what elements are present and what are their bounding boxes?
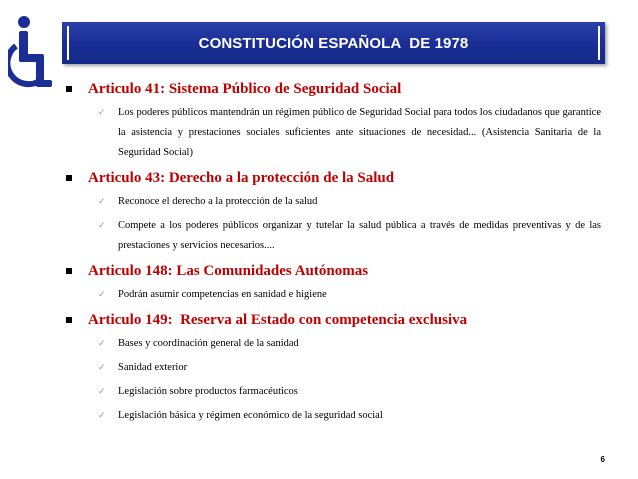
title-bar: [62, 22, 605, 64]
list-item: [98, 285, 601, 305]
square-bullet-icon: [66, 317, 72, 323]
list-item: [98, 334, 601, 354]
section-heading: [66, 311, 601, 330]
section-article-43: [66, 169, 601, 256]
check-mark-icon: ✓: [98, 411, 106, 421]
check-mark-icon: ✓: [98, 339, 106, 349]
item-text: Sanidad exterior: [118, 362, 188, 373]
item-text: Bases y coordinación general de la sanidad: [118, 338, 299, 349]
list-item: [98, 103, 601, 163]
square-bullet-icon: [66, 86, 72, 92]
item-text: Legislación sobre productos farmacéuticos: [118, 386, 298, 397]
section-heading: [66, 262, 601, 281]
square-bullet-icon: [66, 175, 72, 181]
check-mark-icon: ✓: [98, 197, 106, 207]
item-text: Legislación básica y régimen económico de la seguridad social: [118, 410, 383, 421]
item-text: Los poderes públicos mantendrán un régimen público de Seguridad Social para todos los ciudadanos que garantice la asistencia y prestaciones sociales suficientes ante situaciones de necesidad... (Asistencia Sanitaria de la Seguridad Social): [118, 107, 601, 158]
article-list: [66, 80, 601, 432]
check-mark-icon: ✓: [98, 363, 106, 373]
item-text: Podrán asumir competencias en sanidad e higiene: [118, 289, 327, 300]
section-article-149: [66, 311, 601, 426]
list-item: [98, 192, 601, 212]
list-item: [98, 382, 601, 402]
check-mark-icon: ✓: [98, 387, 106, 397]
heading-text: Articulo 41: Sistema Público de Seguridad Social: [88, 81, 402, 97]
item-text: Compete a los poderes públicos organizar y tutelar la salud pública a través de medidas preventivas y de las prestaciones y servicios necesarios....: [118, 220, 601, 251]
check-mark-icon: ✓: [98, 108, 106, 118]
check-mark-icon: ✓: [98, 290, 106, 300]
heading-text: Articulo 149: Reserva al Estado con competencia exclusiva: [88, 312, 468, 328]
item-text: Reconoce el derecho a la protección de la salud: [118, 196, 318, 207]
section-heading: [66, 169, 601, 188]
heading-text: Articulo 148: Las Comunidades Autónomas: [88, 263, 369, 279]
section-article-41: [66, 80, 601, 163]
check-mark-icon: ✓: [98, 221, 106, 231]
page-title: CONSTITUCIÓN ESPAÑOLA DE 1978: [198, 34, 469, 52]
heading-text: Articulo 43: Derecho a la protección de la Salud: [88, 170, 395, 186]
square-bullet-icon: [66, 268, 72, 274]
section-heading: [66, 80, 601, 99]
list-item: [98, 406, 601, 426]
page-number: 6: [600, 455, 605, 464]
section-article-148: [66, 262, 601, 305]
wheelchair-accessibility-icon: [8, 14, 54, 96]
list-item: [98, 216, 601, 256]
list-item: [98, 358, 601, 378]
